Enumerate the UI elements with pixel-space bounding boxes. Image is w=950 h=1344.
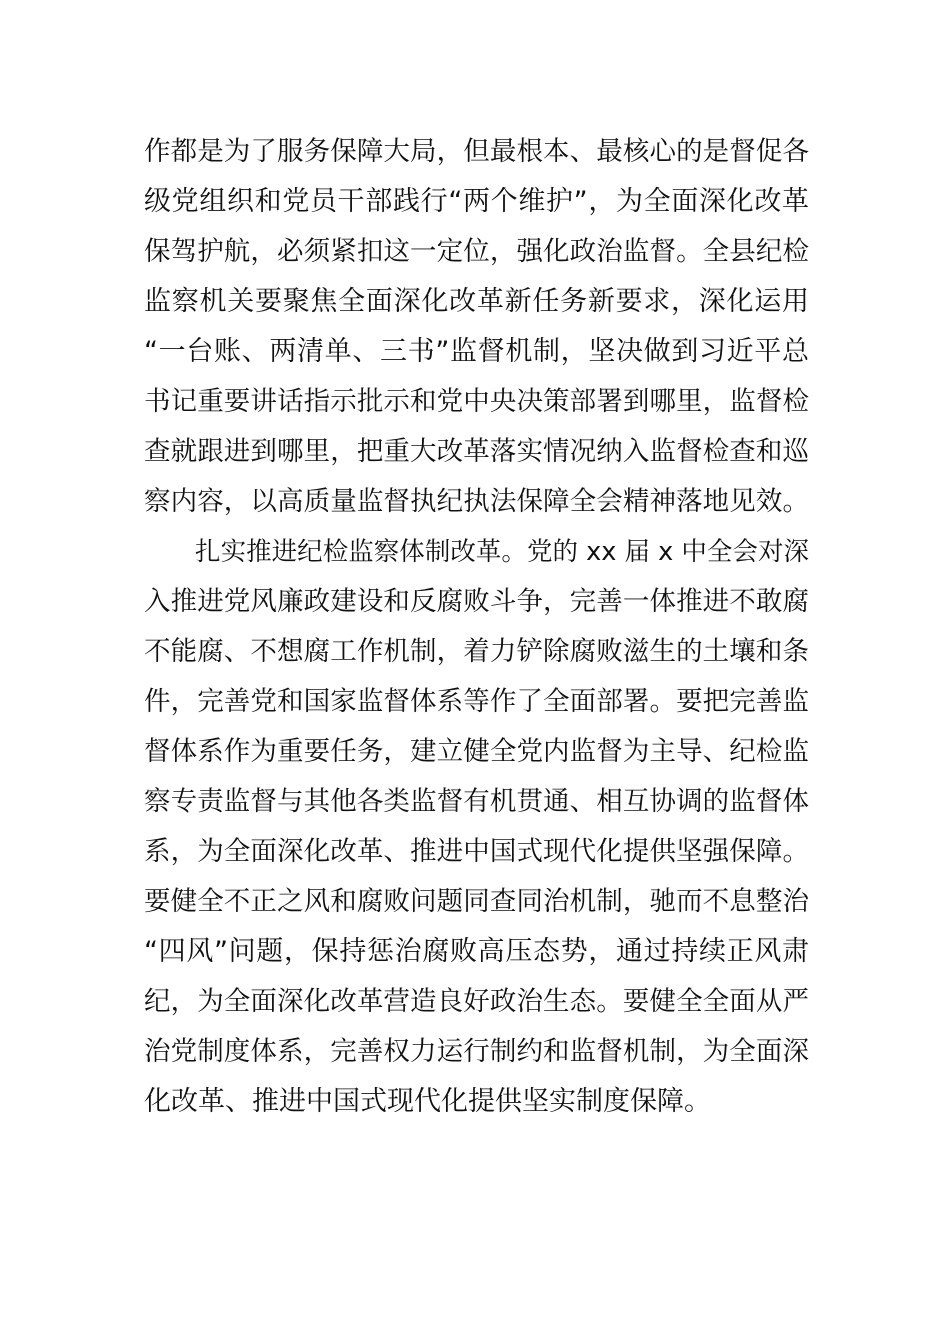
text-line: 督体系作为重要任务，建立健全党内监督为主导、纪检监: [144, 736, 809, 767]
text-line: 扎实推进纪检监察体制改革。党的 xx 届 x 中全会对深: [144, 537, 809, 567]
document-body: [144, 127, 809, 1127]
text-line: 察内容，以高质量监督执纪执法保障全会精神落地见效。: [144, 486, 809, 517]
text-line: 级党组织和党员干部践行“两个维护”，为全面深化改革: [144, 186, 809, 217]
text-line: 要健全不正之风和腐败问题同查同治机制，驰而不息整治: [144, 886, 809, 917]
paragraph-system-reform: [144, 527, 809, 1127]
text-line: 化改革、推进中国式现代化提供坚实制度保障。: [144, 1086, 711, 1117]
text-line: “一台账、两清单、三书”监督机制，坚决做到习近平总: [144, 336, 809, 367]
text-line: 监察机关要聚焦全面深化改革新任务新要求，深化运用: [144, 286, 809, 317]
text-line: 入推进党风廉政建设和反腐败斗争，完善一体推进不敢腐: [144, 586, 809, 617]
text-line: 察专责监督与其他各类监督有机贯通、相互协调的监督体: [144, 786, 809, 817]
text-line: 系，为全面深化改革、推进中国式现代化提供坚强保障。: [144, 836, 809, 867]
text-line: 书记重要讲话指示批示和党中央决策部署到哪里，监督检: [144, 386, 809, 417]
text-line: 查就跟进到哪里，把重大改革落实情况纳入监督检查和巡: [144, 436, 809, 467]
text-line: 件，完善党和国家监督体系等作了全面部署。要把完善监: [144, 686, 809, 717]
text-line: 保驾护航，必须紧扣这一定位，强化政治监督。全县纪检: [144, 236, 809, 267]
text-line: 作都是为了服务保障大局，但最根本、最核心的是督促各: [144, 136, 809, 167]
text-line: 治党制度体系，完善权力运行制约和监督机制，为全面深: [144, 1036, 809, 1067]
text-line: 不能腐、不想腐工作机制，着力铲除腐败滋生的土壤和条: [144, 636, 809, 667]
paragraph-political-supervision: [144, 127, 809, 527]
text-line: 纪，为全面深化改革营造良好政治生态。要健全全面从严: [144, 986, 809, 1017]
text-line: “四风”问题，保持惩治腐败高压态势，通过持续正风肃: [144, 936, 809, 967]
